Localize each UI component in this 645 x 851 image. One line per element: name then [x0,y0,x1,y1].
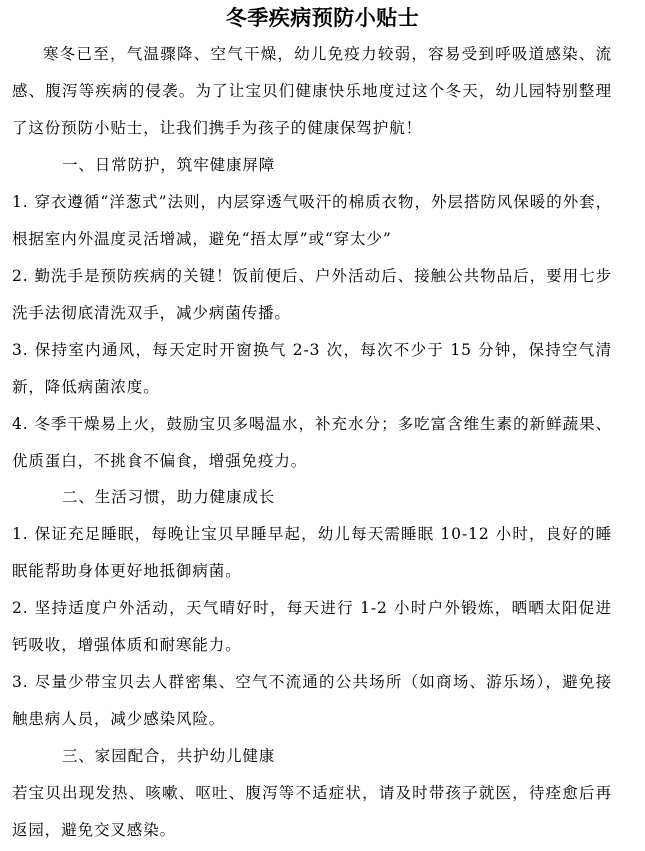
closing-paragraph: 若宝贝出现发热、咳嗽、呕吐、腹泻等不适症状，请及时带孩子就医，待痊愈后再返园，避免交叉感染。 [12,784,612,839]
section-heading-living-habits: 二、生活习惯，助力健康成长 [62,488,276,506]
section-heading-daily-protection: 一、日常防护，筑牢健康屏障 [62,156,276,174]
list-item: 3. 尽量少带宝贝去人群密集、空气不流通的公共场所（如商场、游乐场），避免接触患病人员，减少感染风险。 [12,673,612,728]
list-item: 2. 勤洗手是预防疾病的关键！饭前便后、户外活动后、接触公共物品后，要用七步洗手法彻底清洗双手，减少病菌传播。 [12,267,612,322]
list-item: 1. 穿衣遵循“洋葱式”法则，内层穿透气吸汗的棉质衣物，外层搭防风保暖的外套，根据室内外温度灵活增减，避免“捂太厚”或“穿太少” [12,193,612,248]
list-item: 3. 保持室内通风，每天定时开窗换气 2-3 次，每次不少于 15 分钟，保持空气清新，降低病菌浓度。 [12,341,612,396]
list-item: 1. 保证充足睡眠，每晚让宝贝早睡早起，幼儿每天需睡眠 10-12 小时，良好的睡眠能帮助身体更好地抵御病菌。 [12,525,612,580]
section-heading-home-school: 三、家园配合，共护幼儿健康 [62,747,276,765]
list-item: 2. 坚持适度户外活动，天气晴好时，每天进行 1-2 小时户外锻炼，晒晒太阳促进钙吸收，增强体质和耐寒能力。 [12,599,612,654]
document-title: 冬季疾病预防小贴士 [225,6,420,30]
list-item: 4. 冬季干燥易上火，鼓励宝贝多喝温水，补充水分；多吃富含维生素的新鲜蔬果、优质蛋白，不挑食不偏食，增强免疫力。 [12,415,612,470]
intro-paragraph: 寒冬已至，气温骤降、空气干燥，幼儿免疫力较弱，容易受到呼吸道感染、流感、腹泻等疾病的侵袭。为了让宝贝们健康快乐地度过这个冬天，幼儿园特别整理了这份预防小贴士，让我们携手为孩子的健康保驾护航！ [12,45,612,137]
